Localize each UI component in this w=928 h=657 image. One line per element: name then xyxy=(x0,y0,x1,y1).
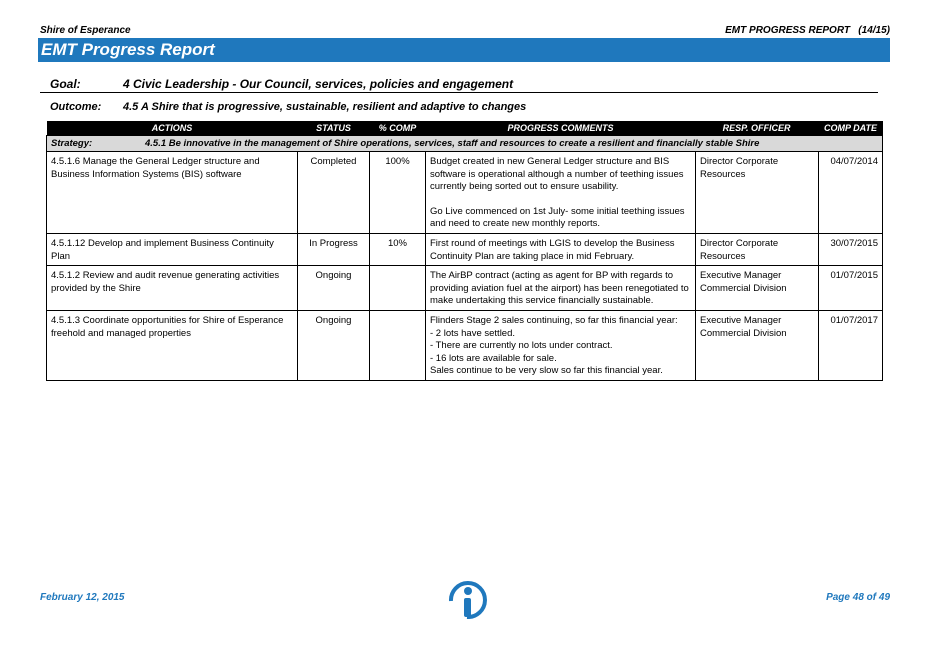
comment-line: Sales continue to be very slow so far this financial year. xyxy=(430,365,663,377)
comment-line: Go Live commenced on 1st July- some initial teething issues and need to create new monthly reports. xyxy=(430,205,685,230)
progress-table xyxy=(46,121,883,381)
col-header-officer: RESP. OFFICER xyxy=(696,121,819,136)
status-cell: Ongoing xyxy=(298,266,370,311)
col-header-status: STATUS xyxy=(298,121,370,136)
table-row xyxy=(47,266,883,311)
progress-comment-cell xyxy=(426,266,696,311)
officer-cell: Executive Manager Commercial Division xyxy=(696,310,819,380)
goal-text: 4 Civic Leadership - Our Council, services, policies and engagement xyxy=(123,77,514,91)
comp-cell: 10% xyxy=(370,233,426,265)
outcome-text: 4.5 A Shire that is progressive, sustainable, resilient and adaptive to changes xyxy=(123,101,527,113)
strategy-text: 4.5.1 Be innovative in the management of Shire operations, services, staff and resources to create a resilient and financially stable Shire xyxy=(145,138,760,149)
col-header-actions: ACTIONS xyxy=(47,121,298,136)
action-cell: 4.5.1.3 Coordinate opportunities for Shire of Esperance freehold and managed properties xyxy=(47,310,298,380)
date-cell: 01/07/2015 xyxy=(819,266,883,311)
footer-date: February 12, 2015 xyxy=(40,592,125,603)
comment-line: Budget created in new General Ledger structure and BIS software is operational although a number of teething issues currently being sorted out to ensure usability. xyxy=(430,156,684,193)
comment-line: - 2 lots have settled. xyxy=(430,327,516,339)
date-cell: 30/07/2015 xyxy=(819,233,883,265)
strategy-cell xyxy=(47,136,883,152)
table-header-row xyxy=(47,121,883,136)
comment-line: The AirBP contract (acting as agent for BP with regards to providing aviation fuel at the airport) has been renegotiated to make undertaking this service financially sustainable. xyxy=(430,270,689,307)
outcome-label: Outcome: xyxy=(50,101,102,113)
comment-line: - 16 lots are available for sale. xyxy=(430,352,557,364)
progress-comment-cell xyxy=(426,152,696,234)
org-name: Shire of Esperance xyxy=(40,25,131,36)
comment-line: First round of meetings with LGIS to develop the Business Continuity Plan are taking place in mid February. xyxy=(430,237,675,262)
comment-line: - There are currently no lots under contract. xyxy=(430,340,613,352)
col-header-comp: % COMP xyxy=(370,121,426,136)
comment-line: Flinders Stage 2 sales continuing, so far this financial year: xyxy=(430,314,678,326)
officer-cell: Director Corporate Resources xyxy=(696,233,819,265)
action-cell: 4.5.1.2 Review and audit revenue generating activities provided by the Shire xyxy=(47,266,298,311)
strategy-row xyxy=(47,136,883,152)
col-header-date: COMP DATE xyxy=(819,121,883,136)
action-cell: 4.5.1.6 Manage the General Ledger structure and Business Information Systems (BIS) software xyxy=(47,152,298,234)
status-cell: In Progress xyxy=(298,233,370,265)
report-title: EMT PROGRESS REPORT (14/15) xyxy=(725,25,890,36)
comp-cell xyxy=(370,266,426,311)
date-cell: 04/07/2014 xyxy=(819,152,883,234)
progress-comment-cell xyxy=(426,233,696,265)
status-cell: Ongoing xyxy=(298,310,370,380)
goal-label: Goal: xyxy=(50,77,81,91)
comp-cell: 100% xyxy=(370,152,426,234)
footer-page: Page 48 of 49 xyxy=(826,592,890,603)
action-cell: 4.5.1.12 Develop and implement Business Continuity Plan xyxy=(47,233,298,265)
goal-divider xyxy=(40,92,878,93)
table-row xyxy=(47,152,883,234)
goal-line xyxy=(50,77,513,91)
officer-cell: Director Corporate Resources xyxy=(696,152,819,234)
date-cell: 01/07/2017 xyxy=(819,310,883,380)
comp-cell xyxy=(370,310,426,380)
shire-info-logo-icon xyxy=(443,579,489,619)
status-cell: Completed xyxy=(298,152,370,234)
strategy-label: Strategy: xyxy=(51,138,93,149)
page-banner: EMT Progress Report xyxy=(38,38,890,62)
officer-cell: Executive Manager Commercial Division xyxy=(696,266,819,311)
comment-line xyxy=(430,194,691,206)
col-header-progress: PROGRESS COMMENTS xyxy=(426,121,696,136)
outcome-line xyxy=(50,101,526,113)
progress-comment-cell xyxy=(426,310,696,380)
table-row xyxy=(47,310,883,380)
table-row xyxy=(47,233,883,265)
